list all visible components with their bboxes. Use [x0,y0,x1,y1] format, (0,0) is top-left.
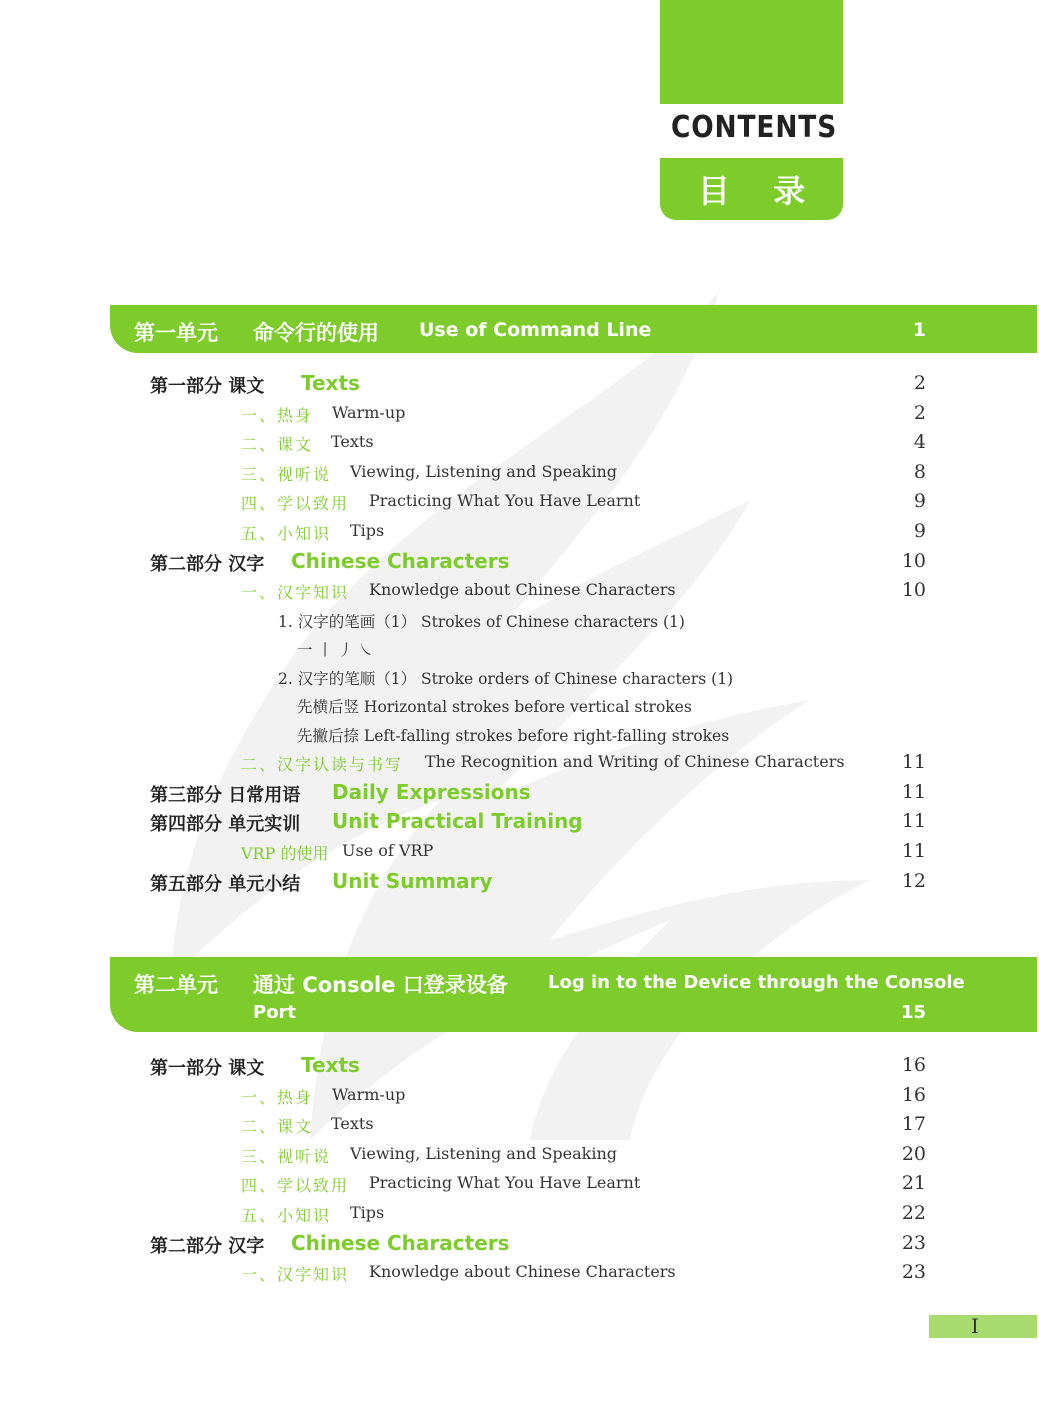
part-title-en: Chinese Characters [291,549,510,573]
unit-2-page: 15 [900,1002,926,1023]
sub-title-cn: 一、汉字知识 [241,583,350,602]
toc-part-row[interactable] [0,548,1039,578]
sub-title-en: Tips [350,521,385,540]
sub-title-en: Warm-up [332,403,406,422]
toc-item-text: 2. 汉字的笔顺（1） Stroke orders of Chinese characters (1) [278,670,734,688]
contents-heading: CONTENTS [670,110,838,145]
page-number: 10 [901,550,926,572]
part-title-en: Texts [301,1053,360,1077]
sub-title-en: Use of VRP [342,841,434,860]
page-number: 20 [901,1143,926,1165]
unit-2-title-cn: 通过 Console 口登录设备 [253,973,508,997]
toc-sub-row[interactable] [0,488,1039,518]
page-number: 2 [913,402,926,424]
toc-sub-row[interactable] [0,400,1039,430]
page-number: 17 [901,1113,926,1135]
toc-sub-row[interactable] [0,518,1039,548]
sub-title-cn: 二、汉字认读与书写 [241,755,404,774]
toc-sub-row[interactable] [0,459,1039,489]
page-number: 10 [901,579,926,601]
unit-2-title-en-2: Port [253,1002,297,1023]
page-number: 2 [913,372,926,394]
mulu-box [660,158,843,220]
sub-title-en: Practicing What You Have Learnt [369,1173,641,1192]
toc-sub-row[interactable] [0,749,1039,779]
toc-sub-row[interactable] [0,1200,1039,1230]
part-title-cn: 第二部分 汉字 [150,554,265,575]
toc-part-row[interactable] [0,370,1039,400]
toc-sub-row[interactable] [0,1259,1039,1289]
toc-item-row [0,691,1039,721]
sub-title-cn: 二、课文 [241,1117,314,1136]
toc-item-text: 一 丨 丿 ㇏ [297,641,374,659]
part-title-en: Texts [301,371,360,395]
part-title-en: Unit Practical Training [332,809,583,833]
sub-title-cn: VRP 的使用 [241,844,329,863]
part-title-en: Unit Summary [332,869,493,893]
page-number: 21 [901,1172,926,1194]
sub-title-cn: 五、小知识 [241,1206,332,1225]
part-title-cn: 第一部分 课文 [150,376,265,397]
sub-title-en: Texts [331,432,374,451]
header-green-block [660,0,843,104]
toc-item-row [0,634,1039,664]
unit-1-page: 1 [912,319,926,341]
part-title-en: Daily Expressions [332,780,531,804]
part-title-en: Chinese Characters [291,1231,510,1255]
unit-1-title-cn: 命令行的使用 [253,321,379,345]
toc-part-row[interactable] [0,779,1039,809]
unit-1-label: 第一单元 [134,321,218,345]
toc-part-row[interactable] [0,1230,1039,1260]
part-title-cn: 第三部分 日常用语 [150,785,301,806]
sub-title-en: Tips [350,1203,385,1222]
toc-item-row [0,720,1039,750]
unit-2-header[interactable] [110,957,1037,1032]
sub-title-en: Viewing, Listening and Speaking [350,462,618,481]
sub-title-cn: 四、学以致用 [241,494,350,513]
sub-title-en: Viewing, Listening and Speaking [350,1144,618,1163]
sub-title-en: Knowledge about Chinese Characters [369,1262,676,1281]
sub-title-cn: 五、小知识 [241,524,332,543]
part-title-cn: 第五部分 单元小结 [150,874,301,895]
page-number-badge [929,1315,1037,1338]
toc-item-text: 先横后竖 Horizontal strokes before vertical strokes [297,698,692,716]
sub-title-cn: 一、热身 [241,1088,314,1107]
toc-part-row[interactable] [0,1052,1039,1082]
mulu-heading: 目 录 [697,172,822,210]
toc-item-text: 1. 汉字的笔画（1） Strokes of Chinese characters (1) [278,613,685,631]
part-title-cn: 第二部分 汉字 [150,1236,265,1257]
sub-title-en: Texts [331,1114,374,1133]
page-number: 16 [901,1054,926,1076]
page-number: 9 [913,520,926,542]
page-number: 11 [901,751,926,773]
toc-item-row [0,606,1039,636]
toc-part-row[interactable] [0,808,1039,838]
page-number: 22 [901,1202,926,1224]
toc-item-text: 先撇后捺 Left-falling strokes before right-falling strokes [297,727,730,745]
toc-sub-row[interactable] [0,838,1039,868]
toc-sub-row[interactable] [0,1111,1039,1141]
sub-title-cn: 一、汉字知识 [241,1265,350,1284]
page-number: 11 [901,840,926,862]
sub-title-cn: 一、热身 [241,406,314,425]
toc-sub-row[interactable] [0,1141,1039,1171]
unit-2-title-en: Log in to the Device through the Console [548,972,965,993]
page-number: 11 [901,781,926,803]
unit-1-title-en: Use of Command Line [419,319,652,341]
sub-title-en: Warm-up [332,1085,406,1104]
toc-sub-row[interactable] [0,577,1039,607]
part-title-cn: 第一部分 课文 [150,1058,265,1079]
part-title-cn: 第四部分 单元实训 [150,814,301,835]
page-number: 23 [901,1232,926,1254]
page-number: 8 [913,461,926,483]
page-number: 16 [901,1084,926,1106]
page-number: 9 [913,490,926,512]
page-number: I [971,1314,979,1338]
sub-title-cn: 二、课文 [241,435,314,454]
sub-title-en: Practicing What You Have Learnt [369,491,641,510]
toc-item-row [0,663,1039,693]
sub-title-en: The Recognition and Writing of Chinese Characters [425,752,845,771]
sub-title-cn: 四、学以致用 [241,1176,350,1195]
unit-1-header[interactable] [110,305,1037,353]
toc-part-row[interactable] [0,868,1039,898]
toc-sub-row[interactable] [0,1170,1039,1200]
page-number: 23 [901,1261,926,1283]
page-number: 12 [901,870,926,892]
unit-2-label: 第二单元 [134,973,218,997]
page-number: 4 [913,431,926,453]
toc-sub-row[interactable] [0,1082,1039,1112]
page-number: 11 [901,810,926,832]
sub-title-cn: 三、视听说 [241,1147,332,1166]
sub-title-en: Knowledge about Chinese Characters [369,580,676,599]
toc-sub-row[interactable] [0,429,1039,459]
sub-title-cn: 三、视听说 [241,465,332,484]
